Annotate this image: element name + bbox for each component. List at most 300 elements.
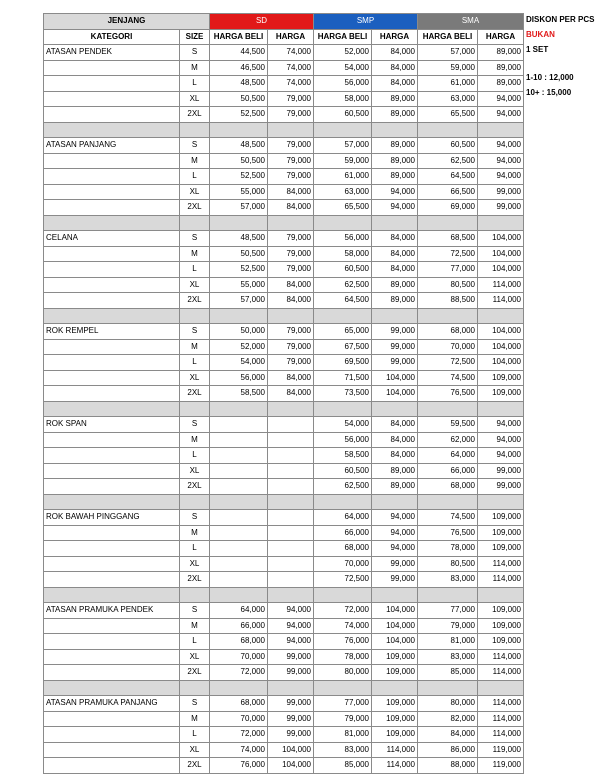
category-cell — [44, 572, 180, 588]
smp-harga-beli-cell: 80,000 — [314, 665, 372, 681]
sma-harga-beli-header: HARGA BELI — [418, 29, 478, 45]
smp-harga-cell: 114,000 — [372, 758, 418, 774]
size-cell: L — [180, 448, 210, 464]
size-cell: XL — [180, 556, 210, 572]
sma-harga-cell: 99,000 — [478, 463, 524, 479]
smp-header: SMP — [314, 14, 418, 30]
category-cell: ROK BAWAH PINGGANG — [44, 510, 180, 526]
smp-harga-cell: 89,000 — [372, 277, 418, 293]
smp-harga-cell: 84,000 — [372, 246, 418, 262]
smp-harga-beli-cell: 72,000 — [314, 603, 372, 619]
sd-harga-beli-cell: 50,000 — [210, 324, 268, 340]
table-row — [44, 742, 524, 758]
kategori-header: KATEGORI — [44, 29, 180, 45]
sma-harga-cell: 94,000 — [478, 417, 524, 433]
smp-harga-cell: 89,000 — [372, 153, 418, 169]
smp-harga-cell: 84,000 — [372, 76, 418, 92]
sma-harga-beli-cell: 83,000 — [418, 572, 478, 588]
sma-harga-cell: 114,000 — [478, 711, 524, 727]
sma-harga-cell: 114,000 — [478, 649, 524, 665]
sd-harga-cell — [268, 556, 314, 572]
sma-harga-cell: 104,000 — [478, 262, 524, 278]
sma-harga-beli-cell: 68,000 — [418, 479, 478, 495]
group-separator — [44, 308, 524, 324]
sma-harga-cell: 114,000 — [478, 572, 524, 588]
sma-harga-beli-cell: 66,500 — [418, 184, 478, 200]
sd-harga-beli-cell: 48,500 — [210, 76, 268, 92]
sd-harga-cell: 99,000 — [268, 649, 314, 665]
size-cell: S — [180, 45, 210, 61]
sd-harga-beli-cell: 52,500 — [210, 169, 268, 185]
sd-harga-beli-cell: 76,000 — [210, 758, 268, 774]
sd-harga-beli-cell — [210, 525, 268, 541]
sma-harga-beli-cell: 82,000 — [418, 711, 478, 727]
size-cell: M — [180, 432, 210, 448]
smp-harga-cell: 94,000 — [372, 541, 418, 557]
table-row — [44, 510, 524, 526]
smp-harga-beli-cell: 65,500 — [314, 200, 372, 216]
sma-header: SMA — [418, 14, 524, 30]
smp-harga-cell: 99,000 — [372, 339, 418, 355]
separator-cell — [314, 680, 372, 696]
sma-harga-cell: 94,000 — [478, 448, 524, 464]
sd-harga-beli-cell — [210, 432, 268, 448]
sma-harga-beli-cell: 68,500 — [418, 231, 478, 247]
sma-harga-beli-cell: 80,000 — [418, 696, 478, 712]
sd-harga-beli-cell: 57,000 — [210, 200, 268, 216]
smp-harga-beli-cell: 71,500 — [314, 370, 372, 386]
smp-harga-beli-cell: 73,500 — [314, 386, 372, 402]
separator-cell — [418, 494, 478, 510]
smp-harga-cell: 114,000 — [372, 742, 418, 758]
sd-harga-beli-cell: 72,000 — [210, 727, 268, 743]
size-cell: M — [180, 246, 210, 262]
size-cell: M — [180, 525, 210, 541]
smp-harga-cell: 89,000 — [372, 107, 418, 123]
sd-harga-beli-cell — [210, 417, 268, 433]
sd-harga-cell: 79,000 — [268, 138, 314, 154]
size-cell: S — [180, 417, 210, 433]
separator-cell — [372, 587, 418, 603]
sma-harga-beli-cell: 74,500 — [418, 510, 478, 526]
sma-harga-beli-cell: 77,000 — [418, 603, 478, 619]
sd-harga-cell: 104,000 — [268, 758, 314, 774]
sma-harga-beli-cell: 88,000 — [418, 758, 478, 774]
sd-harga-cell: 94,000 — [268, 603, 314, 619]
group-separator — [44, 587, 524, 603]
separator-cell — [478, 122, 524, 138]
separator-cell — [268, 401, 314, 417]
size-cell: 2XL — [180, 479, 210, 495]
sd-harga-cell — [268, 572, 314, 588]
sma-harga-cell: 109,000 — [478, 525, 524, 541]
sma-harga-beli-cell: 64,000 — [418, 448, 478, 464]
size-cell: M — [180, 711, 210, 727]
sd-harga-cell: 79,000 — [268, 91, 314, 107]
group-separator — [44, 494, 524, 510]
table-row — [44, 355, 524, 371]
sma-harga-cell: 89,000 — [478, 60, 524, 76]
sd-harga-cell: 74,000 — [268, 76, 314, 92]
sd-harga-beli-cell: 68,000 — [210, 634, 268, 650]
sd-harga-beli-cell: 50,500 — [210, 246, 268, 262]
table-row — [44, 293, 524, 309]
table-row — [44, 246, 524, 262]
sd-harga-beli-cell: 55,000 — [210, 184, 268, 200]
smp-harga-cell: 104,000 — [372, 618, 418, 634]
separator-cell — [478, 494, 524, 510]
table-row — [44, 107, 524, 123]
separator-cell — [44, 401, 180, 417]
sma-harga-beli-cell: 69,000 — [418, 200, 478, 216]
separator-cell — [268, 215, 314, 231]
sd-harga-beli-cell: 52,000 — [210, 339, 268, 355]
smp-harga-cell: 89,000 — [372, 138, 418, 154]
sma-harga-cell: 94,000 — [478, 153, 524, 169]
category-cell — [44, 665, 180, 681]
separator-cell — [210, 494, 268, 510]
category-cell — [44, 525, 180, 541]
sma-harga-beli-cell: 72,500 — [418, 246, 478, 262]
smp-harga-cell: 89,000 — [372, 479, 418, 495]
size-header: SIZE — [180, 29, 210, 45]
sd-harga-beli-cell: 48,500 — [210, 138, 268, 154]
sma-harga-cell: 104,000 — [478, 246, 524, 262]
size-cell: 2XL — [180, 200, 210, 216]
smp-harga-beli-cell: 81,000 — [314, 727, 372, 743]
sd-harga-beli-cell — [210, 572, 268, 588]
separator-cell — [418, 401, 478, 417]
table-row — [44, 541, 524, 557]
smp-harga-cell: 99,000 — [372, 572, 418, 588]
sma-harga-beli-cell: 77,000 — [418, 262, 478, 278]
size-cell: 2XL — [180, 665, 210, 681]
sma-harga-cell: 99,000 — [478, 200, 524, 216]
separator-cell — [44, 587, 180, 603]
separator-cell — [44, 494, 180, 510]
smp-harga-cell: 104,000 — [372, 370, 418, 386]
price-table — [43, 13, 524, 774]
table-row — [44, 634, 524, 650]
category-cell — [44, 742, 180, 758]
smp-harga-beli-cell: 74,000 — [314, 618, 372, 634]
category-cell — [44, 649, 180, 665]
separator-cell — [180, 215, 210, 231]
size-cell: XL — [180, 91, 210, 107]
size-cell: XL — [180, 649, 210, 665]
sd-harga-beli-cell — [210, 556, 268, 572]
sd-harga-beli-cell: 74,000 — [210, 742, 268, 758]
sma-harga-cell: 99,000 — [478, 184, 524, 200]
smp-harga-beli-cell: 66,000 — [314, 525, 372, 541]
sma-harga-cell: 114,000 — [478, 665, 524, 681]
category-cell — [44, 246, 180, 262]
sma-harga-beli-cell: 88,500 — [418, 293, 478, 309]
table-row — [44, 76, 524, 92]
smp-harga-beli-cell: 78,000 — [314, 649, 372, 665]
table-row — [44, 572, 524, 588]
smp-harga-cell: 104,000 — [372, 603, 418, 619]
category-cell — [44, 479, 180, 495]
size-cell: 2XL — [180, 293, 210, 309]
table-row — [44, 169, 524, 185]
sma-harga-cell: 89,000 — [478, 76, 524, 92]
size-cell: XL — [180, 463, 210, 479]
separator-cell — [478, 587, 524, 603]
smp-harga-cell: 89,000 — [372, 169, 418, 185]
sd-harga-cell: 79,000 — [268, 355, 314, 371]
sma-harga-beli-cell: 78,000 — [418, 541, 478, 557]
category-cell — [44, 169, 180, 185]
sd-harga-cell: 94,000 — [268, 634, 314, 650]
sma-harga-cell: 94,000 — [478, 107, 524, 123]
sma-harga-beli-cell: 70,000 — [418, 339, 478, 355]
separator-cell — [418, 680, 478, 696]
table-row — [44, 339, 524, 355]
category-cell — [44, 60, 180, 76]
smp-harga-beli-cell: 52,000 — [314, 45, 372, 61]
separator-cell — [210, 587, 268, 603]
separator-cell — [314, 122, 372, 138]
sd-harga-beli-cell: 58,500 — [210, 386, 268, 402]
sd-harga-beli-cell: 50,500 — [210, 153, 268, 169]
separator-cell — [44, 680, 180, 696]
header-row-jenjang — [44, 14, 524, 30]
smp-harga-beli-cell: 85,000 — [314, 758, 372, 774]
smp-harga-beli-cell: 63,000 — [314, 184, 372, 200]
table-row — [44, 618, 524, 634]
smp-harga-beli-cell: 56,000 — [314, 432, 372, 448]
separator-cell — [180, 587, 210, 603]
header-row-columns — [44, 29, 524, 45]
smp-harga-beli-cell: 56,000 — [314, 76, 372, 92]
group-separator — [44, 122, 524, 138]
sd-harga-beli-cell: 68,000 — [210, 696, 268, 712]
size-cell: 2XL — [180, 107, 210, 123]
sd-harga-cell: 79,000 — [268, 262, 314, 278]
category-cell — [44, 541, 180, 557]
separator-cell — [180, 680, 210, 696]
sma-harga-beli-cell: 80,500 — [418, 277, 478, 293]
size-cell: L — [180, 634, 210, 650]
sma-harga-beli-cell: 76,500 — [418, 525, 478, 541]
sd-harga-cell: 74,000 — [268, 45, 314, 61]
category-cell — [44, 432, 180, 448]
separator-cell — [314, 401, 372, 417]
separator-cell — [372, 308, 418, 324]
smp-harga-cell: 89,000 — [372, 463, 418, 479]
sd-harga-cell: 84,000 — [268, 370, 314, 386]
sma-harga-beli-cell: 85,000 — [418, 665, 478, 681]
category-cell: ROK SPAN — [44, 417, 180, 433]
bukan-label: BUKAN — [526, 30, 555, 39]
sd-harga-beli-cell: 44,500 — [210, 45, 268, 61]
smp-harga-cell: 84,000 — [372, 417, 418, 433]
smp-harga-beli-cell: 59,000 — [314, 153, 372, 169]
separator-cell — [478, 680, 524, 696]
sma-harga-cell: 109,000 — [478, 370, 524, 386]
sma-harga-beli-cell: 64,500 — [418, 169, 478, 185]
sma-harga-cell: 104,000 — [478, 355, 524, 371]
separator-cell — [268, 308, 314, 324]
group-separator — [44, 215, 524, 231]
separator-cell — [180, 494, 210, 510]
smp-harga-beli-cell: 62,500 — [314, 479, 372, 495]
sd-harga-cell: 79,000 — [268, 339, 314, 355]
sma-harga-cell: 94,000 — [478, 432, 524, 448]
sd-harga-beli-cell — [210, 463, 268, 479]
size-cell: M — [180, 339, 210, 355]
smp-harga-cell: 109,000 — [372, 665, 418, 681]
category-cell — [44, 293, 180, 309]
table-row — [44, 45, 524, 61]
sd-harga-beli-cell: 46,500 — [210, 60, 268, 76]
smp-harga-cell: 104,000 — [372, 634, 418, 650]
sd-harga-cell: 84,000 — [268, 200, 314, 216]
sd-harga-cell — [268, 432, 314, 448]
smp-harga-cell: 84,000 — [372, 448, 418, 464]
sma-harga-cell: 94,000 — [478, 138, 524, 154]
smp-harga-beli-cell: 58,500 — [314, 448, 372, 464]
table-row — [44, 603, 524, 619]
sd-harga-cell: 79,000 — [268, 324, 314, 340]
sd-harga-cell: 99,000 — [268, 727, 314, 743]
table-row — [44, 556, 524, 572]
sd-harga-cell — [268, 448, 314, 464]
sma-harga-beli-cell: 62,500 — [418, 153, 478, 169]
sma-harga-beli-cell: 74,500 — [418, 370, 478, 386]
separator-cell — [372, 494, 418, 510]
category-cell — [44, 355, 180, 371]
sma-harga-beli-cell: 80,500 — [418, 556, 478, 572]
separator-cell — [478, 308, 524, 324]
size-cell: M — [180, 60, 210, 76]
smp-harga-beli-cell: 79,000 — [314, 711, 372, 727]
sma-harga-beli-cell: 57,000 — [418, 45, 478, 61]
smp-harga-cell: 94,000 — [372, 525, 418, 541]
size-cell: M — [180, 153, 210, 169]
table-row — [44, 479, 524, 495]
size-cell: L — [180, 355, 210, 371]
discount-tier-1: 1-10 : 12,000 — [526, 73, 574, 82]
sma-harga-beli-cell: 83,000 — [418, 649, 478, 665]
sd-harga-cell: 104,000 — [268, 742, 314, 758]
separator-cell — [314, 587, 372, 603]
table-row — [44, 665, 524, 681]
sd-harga-cell — [268, 541, 314, 557]
sma-harga-beli-cell: 65,500 — [418, 107, 478, 123]
table-row — [44, 370, 524, 386]
size-cell: S — [180, 510, 210, 526]
smp-harga-beli-cell: 54,000 — [314, 60, 372, 76]
separator-cell — [372, 401, 418, 417]
smp-harga-header: HARGA — [372, 29, 418, 45]
sma-harga-cell: 114,000 — [478, 727, 524, 743]
category-cell — [44, 339, 180, 355]
sma-harga-beli-cell: 62,000 — [418, 432, 478, 448]
smp-harga-beli-cell: 69,500 — [314, 355, 372, 371]
sd-header: SD — [210, 14, 314, 30]
smp-harga-cell: 99,000 — [372, 355, 418, 371]
sd-harga-cell — [268, 525, 314, 541]
table-row — [44, 758, 524, 774]
table-row — [44, 324, 524, 340]
smp-harga-cell: 94,000 — [372, 510, 418, 526]
category-cell — [44, 153, 180, 169]
size-cell: 2XL — [180, 758, 210, 774]
separator-cell — [210, 215, 268, 231]
category-cell: CELANA — [44, 231, 180, 247]
sma-harga-beli-cell: 61,000 — [418, 76, 478, 92]
sma-harga-beli-cell: 59,500 — [418, 417, 478, 433]
separator-cell — [314, 215, 372, 231]
separator-cell — [180, 308, 210, 324]
separator-cell — [180, 401, 210, 417]
sd-harga-cell: 79,000 — [268, 169, 314, 185]
smp-harga-beli-cell: 54,000 — [314, 417, 372, 433]
sma-harga-beli-cell: 66,000 — [418, 463, 478, 479]
sma-harga-cell: 104,000 — [478, 339, 524, 355]
sma-harga-cell: 109,000 — [478, 510, 524, 526]
category-cell: ATASAN PRAMUKA PANJANG — [44, 696, 180, 712]
sd-harga-beli-cell: 55,000 — [210, 277, 268, 293]
separator-cell — [44, 215, 180, 231]
table-row — [44, 277, 524, 293]
category-cell — [44, 91, 180, 107]
category-cell — [44, 76, 180, 92]
group-separator — [44, 680, 524, 696]
sma-harga-cell: 114,000 — [478, 277, 524, 293]
jenjang-header: JENJANG — [44, 14, 210, 30]
sd-harga-beli-cell — [210, 510, 268, 526]
separator-cell — [418, 122, 478, 138]
size-cell: L — [180, 727, 210, 743]
sd-harga-beli-cell: 54,000 — [210, 355, 268, 371]
size-cell: XL — [180, 370, 210, 386]
sd-harga-cell: 99,000 — [268, 696, 314, 712]
sma-harga-beli-cell: 59,000 — [418, 60, 478, 76]
separator-cell — [44, 308, 180, 324]
smp-harga-beli-cell: 70,000 — [314, 556, 372, 572]
sma-harga-cell: 99,000 — [478, 479, 524, 495]
sma-harga-cell: 109,000 — [478, 634, 524, 650]
sd-harga-beli-header: HARGA BELI — [210, 29, 268, 45]
separator-cell — [478, 215, 524, 231]
sd-harga-cell: 79,000 — [268, 231, 314, 247]
category-cell — [44, 556, 180, 572]
smp-harga-cell: 109,000 — [372, 727, 418, 743]
smp-harga-cell: 109,000 — [372, 711, 418, 727]
sd-harga-cell — [268, 417, 314, 433]
separator-cell — [44, 122, 180, 138]
table-row — [44, 386, 524, 402]
sma-harga-beli-cell: 76,500 — [418, 386, 478, 402]
sma-harga-cell: 114,000 — [478, 293, 524, 309]
sma-harga-cell: 109,000 — [478, 618, 524, 634]
sma-harga-cell: 114,000 — [478, 556, 524, 572]
smp-harga-beli-cell: 65,000 — [314, 324, 372, 340]
smp-harga-beli-cell: 61,000 — [314, 169, 372, 185]
sma-harga-beli-cell: 81,000 — [418, 634, 478, 650]
separator-cell — [268, 122, 314, 138]
category-cell — [44, 370, 180, 386]
size-cell: S — [180, 603, 210, 619]
sd-harga-cell: 79,000 — [268, 246, 314, 262]
size-cell: L — [180, 541, 210, 557]
sma-harga-cell: 114,000 — [478, 696, 524, 712]
sd-harga-cell: 84,000 — [268, 293, 314, 309]
table-row — [44, 463, 524, 479]
